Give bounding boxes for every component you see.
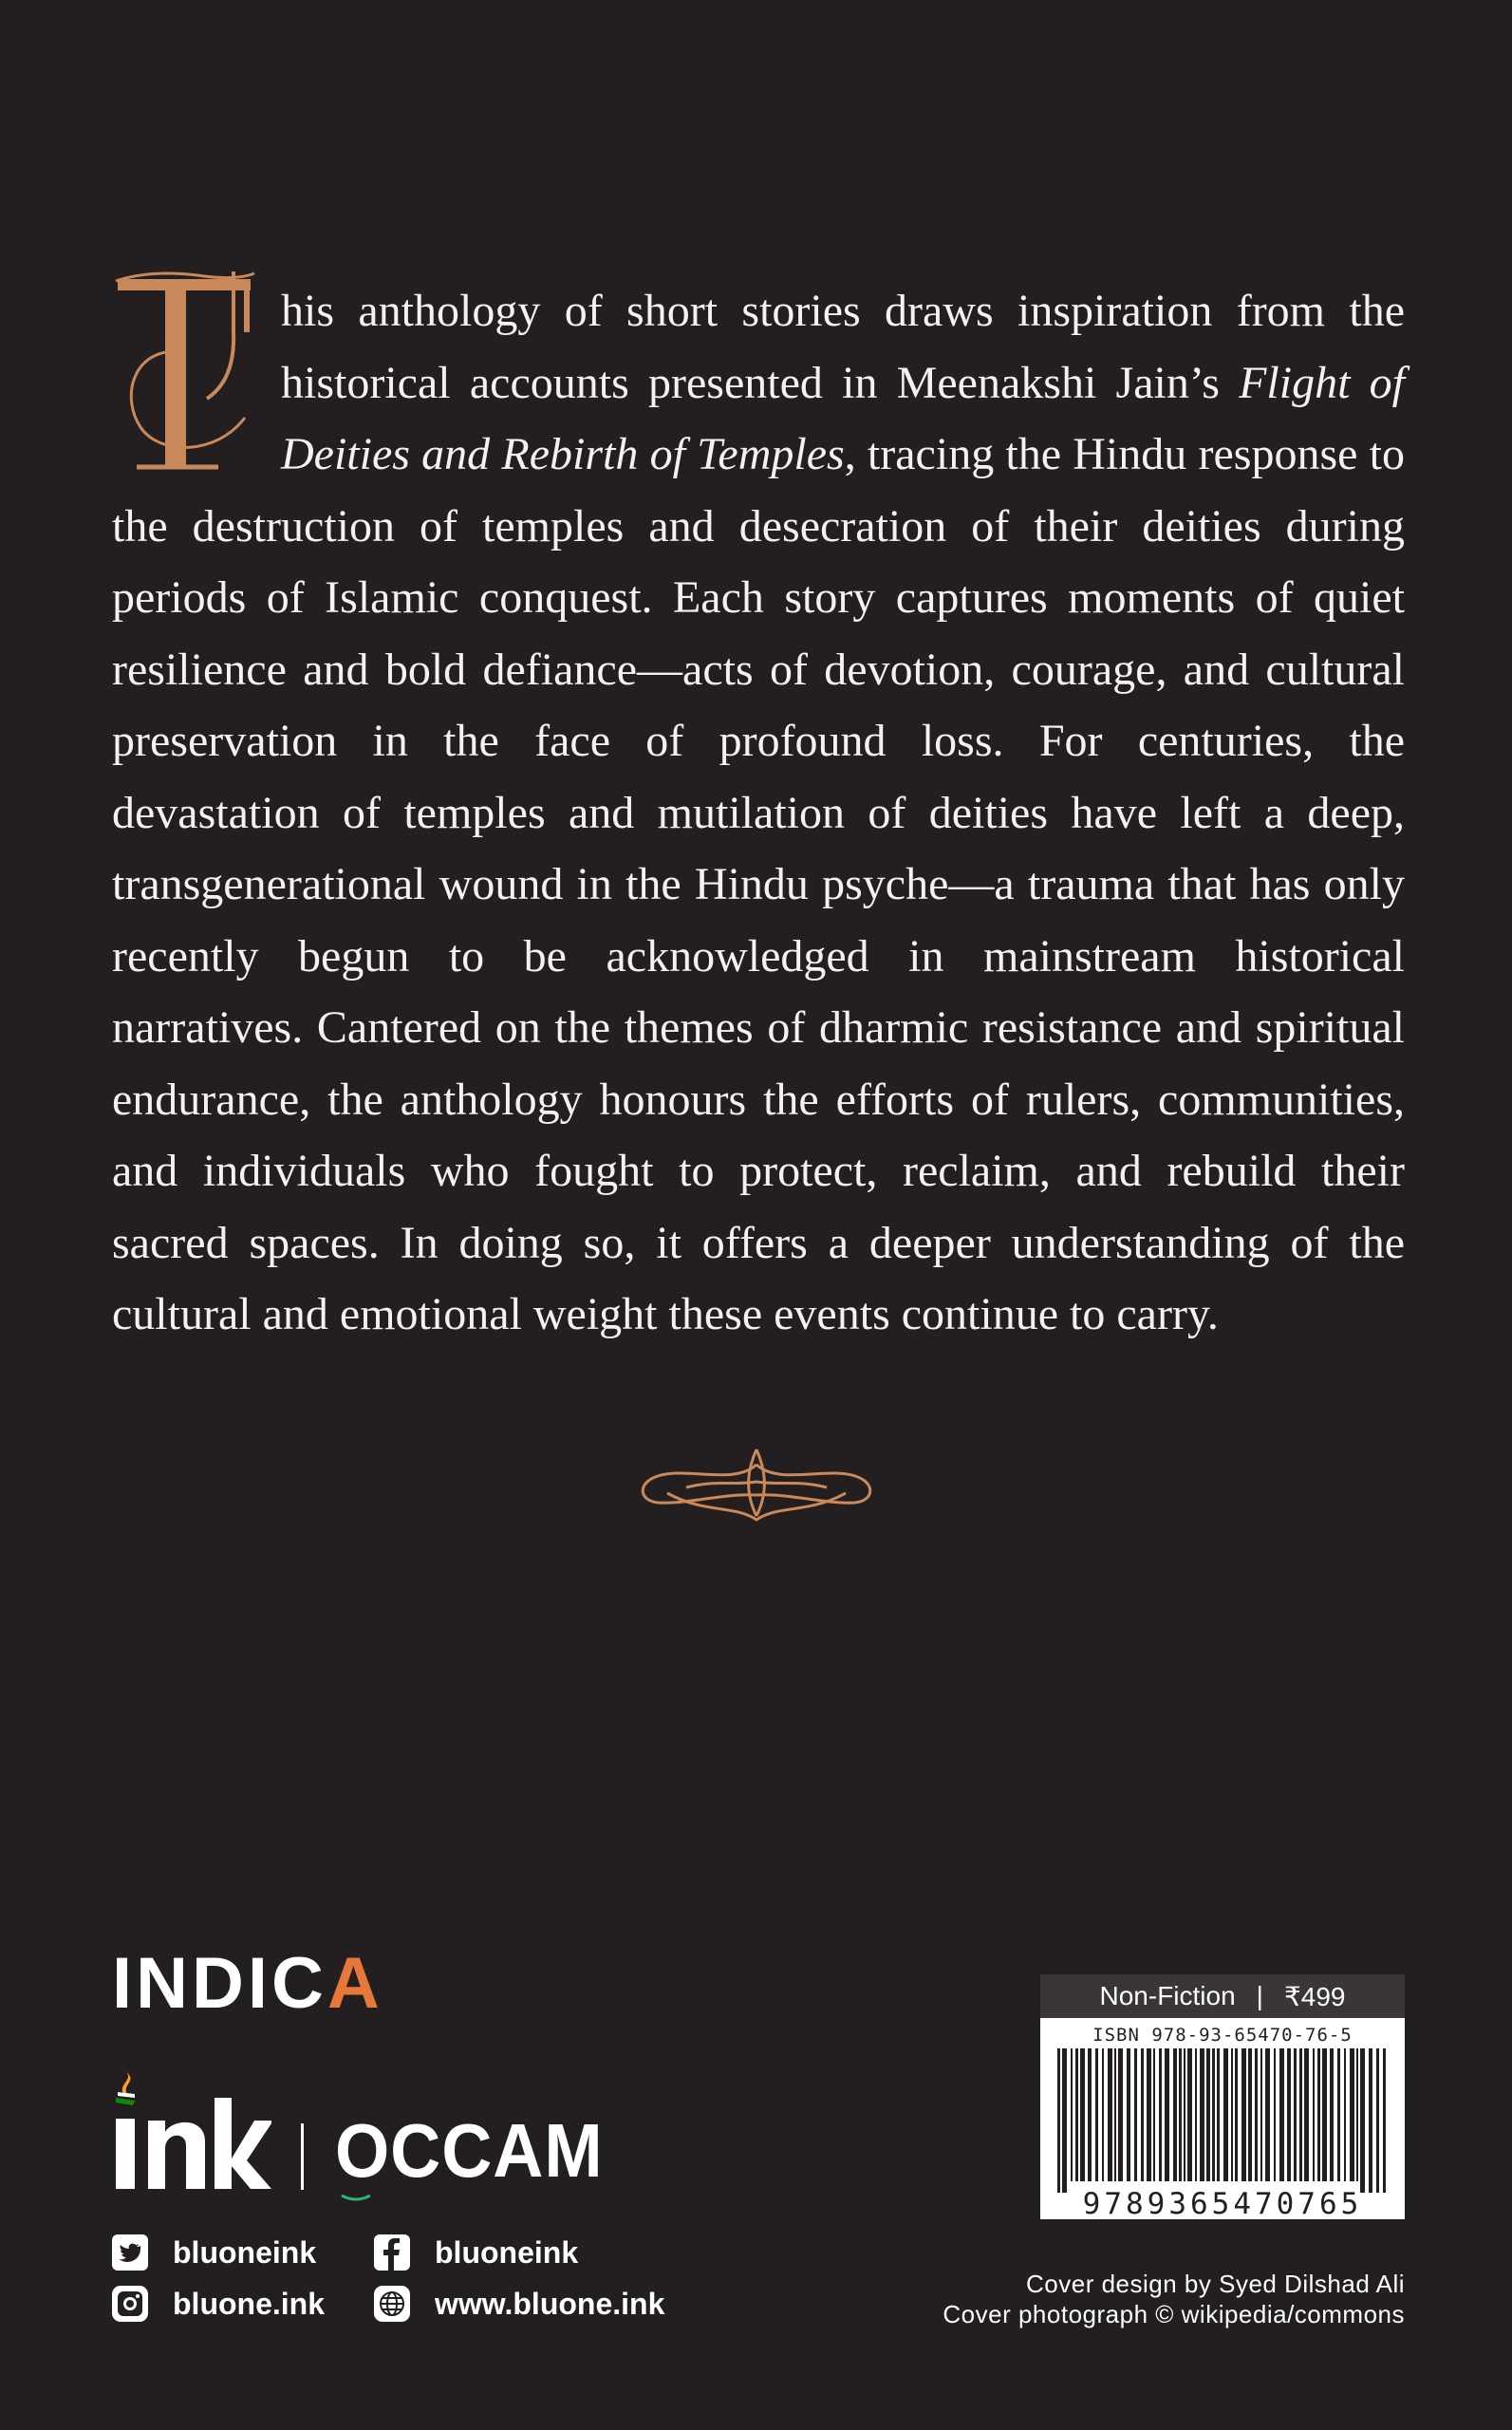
meta-separator: | [1256, 1981, 1263, 2010]
occam-logo: OCCAM [335, 2108, 604, 2193]
barcode-bar [1287, 2048, 1291, 2181]
barcode-bar [1153, 2048, 1155, 2181]
barcode-bar [1108, 2048, 1112, 2181]
barcode-bar [1265, 2048, 1270, 2181]
indica-logo-main: INDIC [112, 1943, 327, 2024]
flourish-ornament-icon [629, 1438, 884, 1533]
barcode-bar [1313, 2048, 1315, 2181]
blurb-text-start: his anthology of short stories draws inspiration from the historical accounts presented in Meenakshi Jain’s [281, 286, 1405, 408]
barcode-bar [1114, 2048, 1116, 2181]
barcode-bar [1344, 2048, 1346, 2181]
barcode-bar [1102, 2048, 1104, 2181]
instagram-handle: bluone.ink [173, 2286, 325, 2321]
barcode-bar [1057, 2048, 1060, 2193]
website-url: www.bluone.ink [435, 2286, 665, 2321]
barcode-bar [1134, 2048, 1137, 2181]
barcode-bar [1118, 2048, 1123, 2181]
dropcap-t-icon [112, 266, 264, 477]
barcode-panel [1040, 2018, 1405, 2219]
barcode-bar [1255, 2048, 1258, 2181]
isbn-label: ISBN 978-93-65470-76-5 [1092, 2025, 1353, 2046]
twitter-handle: bluoneink [173, 2234, 317, 2270]
instagram-icon [112, 2286, 148, 2322]
barcode-bar [1322, 2048, 1327, 2181]
barcode-bar [1299, 2048, 1302, 2181]
barcode-bars [1057, 2048, 1386, 2193]
barcode-bar [1062, 2048, 1067, 2193]
barcode-bar [1350, 2048, 1354, 2181]
barcode-bar [1159, 2048, 1162, 2181]
cover-credits [943, 2269, 1405, 2329]
barcode-bar [1231, 2048, 1233, 2181]
globe-icon [374, 2286, 410, 2322]
barcode-bar [1179, 2048, 1182, 2181]
price-label: ₹499 [1283, 1981, 1346, 2011]
barcode-bar [1075, 2048, 1078, 2181]
cover-design-credit: Cover design by Syed Dilshad Ali [1026, 2270, 1405, 2298]
barcode-bar [1127, 2048, 1130, 2181]
barcode-bar [1200, 2048, 1204, 2181]
barcode-bar [1337, 2048, 1340, 2181]
barcode-bar [1212, 2048, 1215, 2181]
barcode-bar [1248, 2048, 1252, 2181]
category-price-bar [1040, 1974, 1405, 2018]
social-facebook[interactable] [374, 2234, 578, 2271]
barcode-bar [1187, 2048, 1192, 2181]
barcode-bar [1294, 2048, 1297, 2181]
barcode-bar [1080, 2048, 1085, 2181]
barcode-bar [1071, 2048, 1073, 2181]
barcode-bar [1195, 2048, 1197, 2181]
category-label: Non-Fiction [1099, 1981, 1236, 2010]
barcode-bar [1356, 2048, 1358, 2181]
barcode-bar [1088, 2048, 1092, 2181]
barcode-bar [1330, 2048, 1334, 2181]
barcode-bar [1235, 2048, 1238, 2181]
barcode-bar [1279, 2048, 1284, 2181]
barcode-bar [1317, 2048, 1320, 2181]
barcode-bar [1147, 2048, 1151, 2181]
barcode-bar [1141, 2048, 1144, 2181]
barcode-bar [1360, 2048, 1365, 2193]
barcode-bar [1274, 2048, 1276, 2181]
facebook-handle: bluoneink [435, 2234, 579, 2270]
social-twitter[interactable] [112, 2234, 316, 2271]
barcode-bar [1184, 2048, 1185, 2181]
barcode-bar [1206, 2048, 1210, 2181]
logo-divider [301, 2123, 304, 2190]
twitter-icon [112, 2234, 148, 2271]
barcode-bar [1304, 2048, 1309, 2181]
barcode-bar [1217, 2048, 1220, 2181]
blurb-text-end: , tracing the Hindu response to the destruction of temples and desecration of their deities during periods of Islamic conquest. Each story captures moments of quiet resilience and bold defiance—acts of devotion, courage, and cultural preservation in the face of profound loss. For centuries, the devastation of temples and mutilation of deities have left a deep, transgenerational wound in the Hindu psyche—a trauma that has only recently begun to be acknowledged in mainstream historical narratives. Cantered on the themes of dharmic resistance and spiritual endurance, the anthology honours the efforts of rulers, communities, and individuals who fought to protect, reclaim, and rebuild their sacred spaces. In doing so, it offers a deeper understanding of the cultural and emotional weight these events continue to carry. [112, 429, 1405, 1339]
ink-logo [110, 2069, 271, 2193]
indica-logo-accent: A [327, 1943, 383, 2024]
social-website[interactable] [374, 2286, 664, 2322]
social-instagram[interactable] [112, 2286, 325, 2322]
barcode-bar [1223, 2048, 1228, 2181]
blurb-paragraph [112, 275, 1405, 1351]
indica-logo [112, 1943, 383, 2024]
barcode-bar [1241, 2048, 1246, 2181]
facebook-icon [374, 2234, 410, 2271]
barcode-bar [1173, 2048, 1177, 2181]
isbn-barcode [1040, 2018, 1405, 2219]
barcode-bar [1260, 2048, 1262, 2181]
book-title-italic: Flight of Deities and Rebirth of Temples [281, 357, 1405, 479]
barcode-bar [1369, 2048, 1372, 2193]
cover-photo-credit: Cover photograph © wikipedia/commons [943, 2300, 1405, 2328]
barcode-bar [1383, 2048, 1386, 2193]
barcode-bar [1165, 2048, 1169, 2181]
barcode-digits: 9789365470765 [1082, 2187, 1363, 2219]
barcode-bar [1376, 2048, 1379, 2193]
occam-underline-icon [340, 2194, 372, 2201]
barcode-bar [1095, 2048, 1098, 2181]
